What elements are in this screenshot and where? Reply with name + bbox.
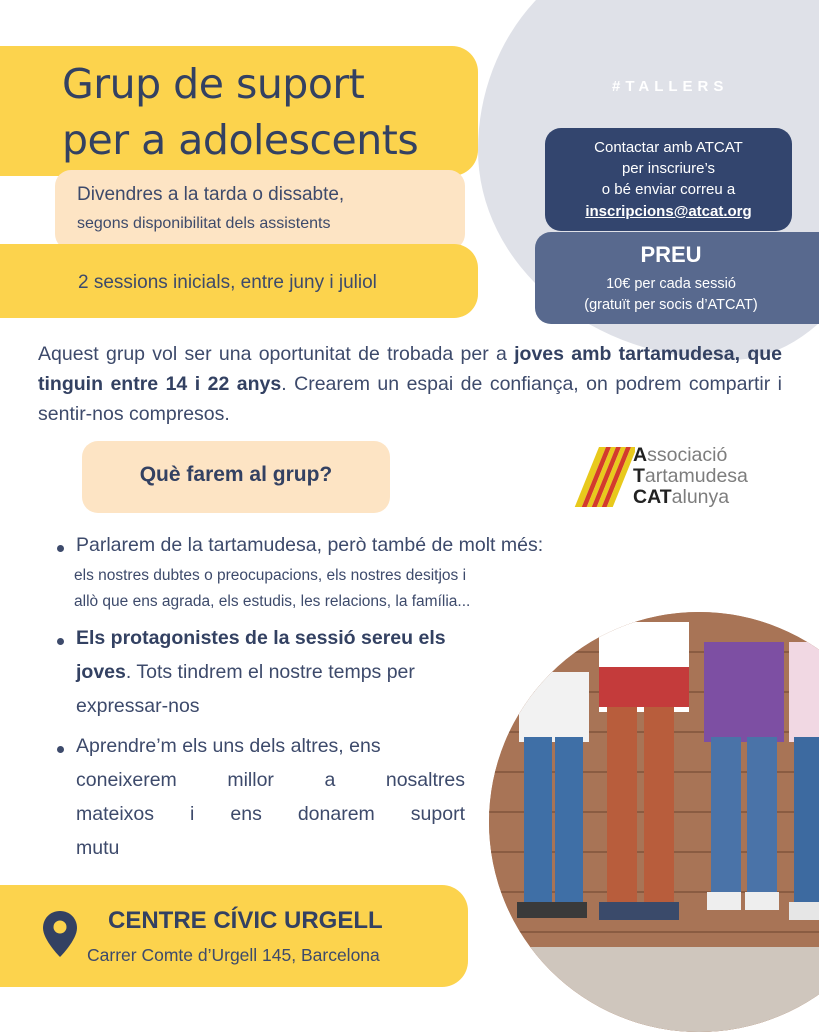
intro-paragraph: [38, 339, 782, 429]
map-pin-icon: [43, 911, 77, 957]
schedule-box: [55, 170, 465, 250]
price-box: [535, 232, 819, 324]
bullet3-line2: coneixerem millor a nosaltres: [76, 769, 465, 791]
intro-text-part2: . Crearem un espai de confiança, on podrem compartir i sentir-nos compresos.: [38, 373, 782, 425]
bullet-dot: [57, 545, 64, 552]
catalan-flag-stripes-icon: [573, 447, 635, 509]
price-title: PREU: [640, 242, 702, 267]
page-title-line2: per a adolescents: [62, 116, 419, 164]
contact-line2: per inscriure’s: [621, 160, 716, 177]
contact-box: [545, 128, 792, 231]
bullet2-line3: expressar-nos: [76, 695, 200, 717]
sessions-text: 2 sessions inicials, entre juny i juliol: [78, 272, 377, 293]
logo-line1: Associació: [633, 444, 728, 466]
logo-line2: Tartamudesa: [633, 465, 748, 487]
bullet3-line4: mutu: [76, 837, 120, 859]
sessions-banner: [0, 244, 478, 318]
price-line1: 10€ per cada sessió: [606, 276, 736, 292]
contact-email-link[interactable]: inscripcions@atcat.org: [585, 203, 752, 220]
contact-line1: Contactar amb ATCAT: [594, 139, 743, 156]
venue-name: CENTRE CÍVIC URGELL: [108, 907, 383, 934]
page-title-line1: Grup de suport: [62, 60, 365, 108]
bullet2-line1: Els protagonistes de la sessió sereu els: [76, 627, 446, 649]
title-banner: [0, 46, 478, 176]
question-heading: Què farem al grup?: [139, 463, 333, 486]
bullet1-main: Parlarem de la tartamudesa, però també de molt més:: [76, 534, 544, 556]
atcat-logo: [573, 445, 793, 515]
logo-line3: CATalunya: [633, 486, 730, 508]
bullet1-sub1: els nostres dubtes o preocupacions, els nostres desitjos i: [74, 567, 467, 584]
bullet2-line2: joves. Tots tindrem el nostre temps per: [76, 661, 415, 683]
question-box: [82, 441, 390, 513]
bullet-dot: [57, 638, 64, 645]
bullet3-line1: Aprendre’m els uns dels altres, ens: [76, 735, 381, 757]
bullet-dot: [57, 746, 64, 753]
venue-banner: [0, 885, 468, 987]
bullet1-sub2: allò que ens agrada, els estudis, les relacions, la família...: [74, 593, 471, 610]
schedule-line2: segons disponibilitat dels assistents: [77, 215, 331, 232]
teens-photo: [489, 612, 819, 1032]
contact-line3: o bé enviar correu a: [601, 181, 736, 198]
teens-leaning-on-wall-image: [489, 612, 819, 1032]
tallers-tag: #TALLERS: [612, 78, 729, 95]
intro-text-part1: Aquest grup vol ser una oportunitat de trobada per a: [38, 343, 515, 365]
schedule-line1: Divendres a la tarda o dissabte,: [77, 184, 345, 205]
price-line2: (gratuït per socis d’ATCAT): [584, 297, 758, 313]
bullet3-line3: mateixos i ens donarem suport: [76, 803, 465, 825]
venue-address: Carrer Comte d’Urgell 145, Barcelona: [87, 945, 380, 965]
intro-text-bold: joves amb tartamudesa, que tinguin entre 14 i 22 anys: [38, 343, 782, 395]
